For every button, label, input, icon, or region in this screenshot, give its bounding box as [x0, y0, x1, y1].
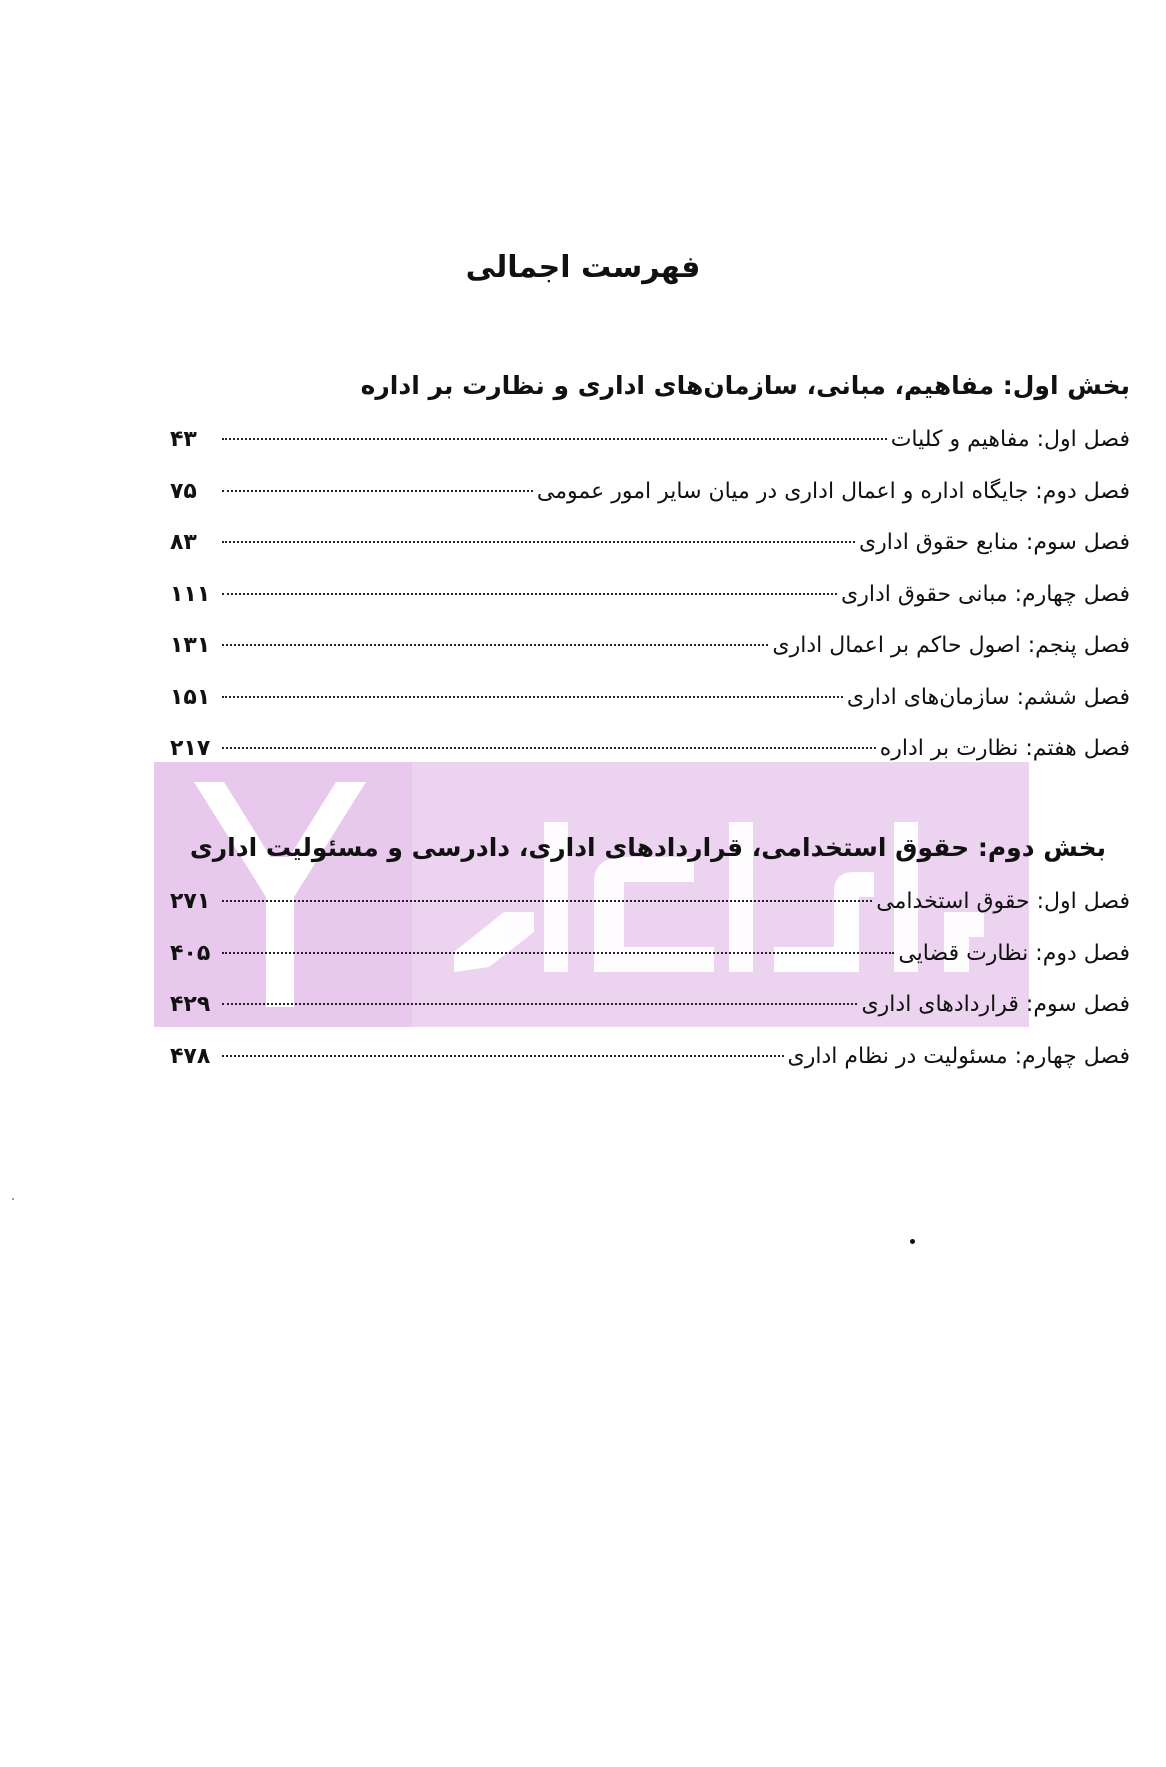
- dot-leader: [222, 541, 855, 543]
- toc-entry[interactable]: [170, 466, 1130, 518]
- entry-label: فصل دوم: جایگاه اداره و اعمال اداری در میان سایر امور عمومی: [536, 478, 1130, 504]
- dot-leader: [222, 490, 533, 492]
- entry-label: فصل هفتم: نظارت بر اداره: [879, 736, 1130, 761]
- toc-entry[interactable]: [170, 723, 1130, 775]
- entry-label: فصل ششم: سازمان‌های اداری: [846, 684, 1130, 710]
- toc-entry[interactable]: [170, 928, 1130, 980]
- toc-entry[interactable]: [170, 672, 1130, 724]
- scan-speck: [12, 1198, 14, 1200]
- dot-leader: [222, 1055, 784, 1057]
- dot-leader: [222, 696, 843, 698]
- section-heading: بخش دوم: حقوق استخدامی، قراردادهای اداری، دادرسی و مسئولیت اداری: [189, 833, 1106, 862]
- toc-entry[interactable]: [170, 569, 1130, 621]
- toc-entry[interactable]: [170, 414, 1130, 466]
- entry-label: فصل دوم: نظارت قضایی: [898, 940, 1130, 966]
- entry-label: فصل چهارم: مبانی حقوق اداری: [841, 581, 1130, 607]
- toc-entry[interactable]: [170, 876, 1130, 928]
- dot-leader: [222, 644, 768, 646]
- entry-label: فصل اول: حقوق استخدامی: [876, 889, 1130, 914]
- page-number: ۴۰۵: [170, 940, 211, 966]
- toc-entry[interactable]: [170, 517, 1130, 569]
- dot-leader: [222, 1003, 857, 1005]
- toc-entry[interactable]: [170, 979, 1130, 1031]
- toc-section-1: [170, 366, 1130, 775]
- page-number: ۴۲۹: [170, 992, 211, 1017]
- dot-leader: [222, 952, 894, 954]
- toc-entry[interactable]: [170, 1031, 1130, 1083]
- page-number: ۲۷۱: [170, 889, 211, 914]
- page-number: ۱۳۱: [170, 633, 211, 658]
- toc-entry[interactable]: [170, 620, 1130, 672]
- entry-label: فصل اول: مفاهیم و کلیات: [890, 427, 1130, 452]
- entry-label: فصل سوم: قراردادهای اداری: [861, 992, 1130, 1017]
- page-number: ۸۳: [170, 530, 197, 555]
- page-number: ۷۵: [170, 478, 197, 504]
- page-number: ۲۱۷: [170, 736, 211, 761]
- toc-title: فهرست اجمالی: [465, 250, 701, 285]
- section-heading: بخش اول: مفاهیم، مبانی، سازمان‌های اداری و نظارت بر اداره: [360, 371, 1130, 400]
- dot-leader: [222, 593, 837, 595]
- entry-label: فصل چهارم: مسئولیت در نظام اداری: [787, 1043, 1130, 1069]
- entry-label: فصل سوم: منابع حقوق اداری: [858, 530, 1130, 555]
- entry-label: فصل پنجم: اصول حاکم بر اعمال اداری: [772, 633, 1130, 658]
- stray-dot: [910, 1239, 915, 1244]
- dot-leader: [222, 747, 876, 749]
- dot-leader: [222, 900, 872, 902]
- page-number: ۱۵۱: [170, 684, 211, 710]
- page-number: ۴۷۸: [170, 1043, 211, 1069]
- dot-leader: [222, 438, 887, 440]
- page-number: ۴۳: [170, 427, 197, 452]
- toc-section-2: [170, 828, 1130, 1082]
- page-number: ۱۱۱: [170, 581, 211, 607]
